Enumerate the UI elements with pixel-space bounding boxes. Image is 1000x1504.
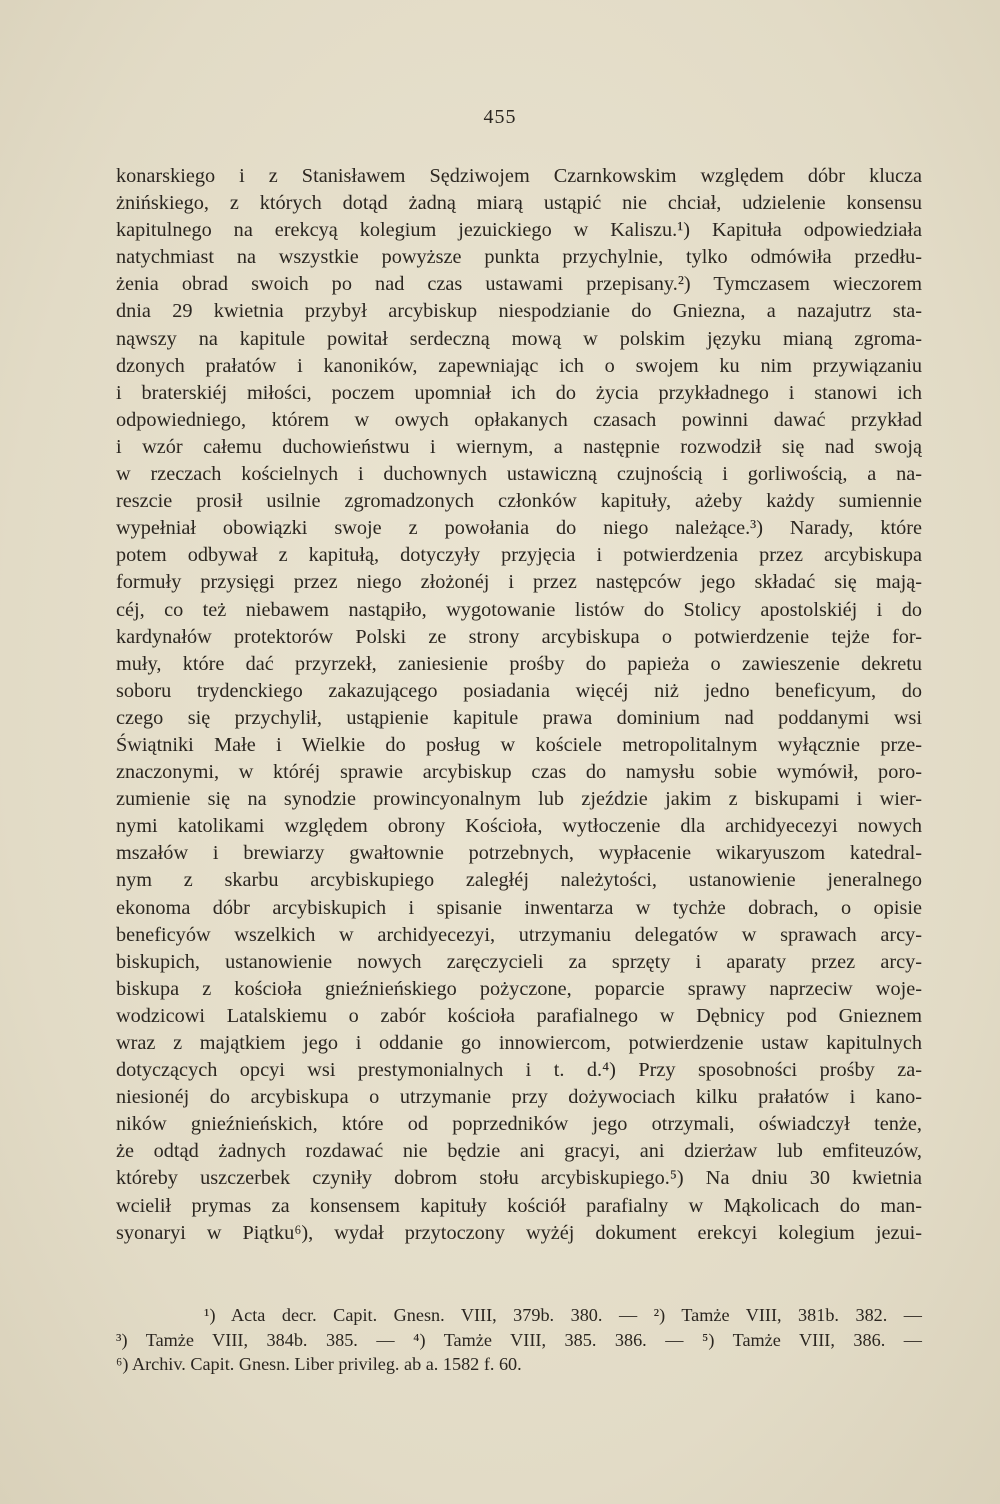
text-line: niesionéj do arcybiskupa o utrzymanie przy dożywociach kilku prałatów i kano- <box>116 1086 922 1109</box>
text-line: nym z skarbu arcybiskupiego zaległéj należytości, ustanowienie jeneralnego <box>116 869 922 892</box>
text-line: potem odbywał z kapitułą, dotyczyły przyjęcia i potwierdzenia przez arcybiskupa <box>116 544 922 567</box>
text-line: ekonoma dóbr arcybiskupich i spisanie inwentarza w tychże dobrach, o opisie <box>116 896 922 919</box>
text-line: soboru trydenckiego zakazującego posiadania więcéj niż jedno beneficyum, do <box>116 679 922 702</box>
text-line: kardynałów protektorów Polski ze strony arcybiskupa o potwierdzenie tejże for- <box>116 625 922 648</box>
text-line: wcielił prymas za konsensem kapituły kościół parafialny w Mąkolicach do man- <box>116 1194 922 1217</box>
footnote-line: ³) Tamże VIII, 384b. 385. — ⁴) Tamże VIII, 385. 386. — ⁵) Tamże VIII, 386. — <box>116 1329 922 1350</box>
text-line: nymi katolikami względem obrony Kościoła, wytłoczenie dla archidyecezyi nowych <box>116 815 922 838</box>
text-line: w rzeczach kościelnych i duchownych ustawiczną czujnością i gorliwością, a na- <box>116 463 922 486</box>
footnote-line: ¹) Acta decr. Capit. Gnesn. VIII, 379b. 380. — ²) Tamże VIII, 381b. 382. — <box>204 1305 922 1325</box>
text-line: Świątniki Małe i Wielkie do posług w kościele metropolitalnym wyłącznie prze- <box>116 733 922 756</box>
text-line: znaczonymi, w któréj sprawie arcybiskup czas do namysłu sobie wymówił, poro- <box>116 761 922 784</box>
text-line: reszcie prosił usilnie zgromadzonych członków kapituły, ażeby każdy sumiennie <box>116 490 922 513</box>
footnotes <box>116 1303 922 1377</box>
text-line: odpowiedniego, którem w owych opłakanych czasach powinni dawać przykład <box>116 408 922 431</box>
text-line: czego się przychylił, ustąpienie kapitule prawa dominium nad poddanymi wsi <box>116 706 922 729</box>
body-text <box>116 163 922 1247</box>
text-line: kapitulnego na erekcyą kolegium jezuickiego w Kaliszu.¹) Kapituła odpowiedziała <box>116 219 922 242</box>
text-line: że odtąd żadnych rozdawać nie będzie ani gracyi, ani dzierżaw lub emfiteuzów, <box>116 1140 922 1163</box>
text-line: i wzór całemu duchowieństwu i wiernym, a następnie rozwodził się nad swoją <box>116 435 922 458</box>
text-line: wodzicowi Latalskiemu o zabór kościoła parafialnego w Dębnicy pod Gnieznem <box>116 1004 922 1027</box>
text-line: wypełniał obowiązki swoje z powołania do niego należące.³) Narady, które <box>116 517 922 540</box>
text-line: żnińskiego, z których dotąd żadną miarą ustąpić nie chciał, udzielenie konsensu <box>116 192 922 215</box>
text-line: formuły przysięgi przez niego złożonéj i przez następców jego składać się mają- <box>116 571 922 594</box>
text-line: ników gnieźnieńskich, które od poprzedników jego otrzymali, oświadczył tenże, <box>116 1113 922 1136</box>
text-line: któreby uszczerbek czyniły dobrom stołu arcybiskupiego.⁵) Na dniu 30 kwietnia <box>116 1167 922 1190</box>
text-line: mszałów i brewiarzy gwałtownie potrzebnych, wypłacenie wikaryuszom katedral- <box>116 842 922 865</box>
text-line: zumienie się na synodzie prowincyonalnym lub zjeździe jakim z biskupami i wier- <box>116 788 922 811</box>
text-line: biskupa z kościoła gnieźnieńskiego pożyczone, poparcie sprawy naprzeciw woje- <box>116 977 922 1000</box>
text-line: i braterskiéj miłości, poczem upomniał ich do życia przykładnego i stanowi ich <box>116 381 922 404</box>
text-line: muły, które dać przyrzekł, zaniesienie prośby do papieża o zawieszenie dekretu <box>116 652 922 675</box>
text-line: dzonych prałatów i kanoników, zapewniając ich o swojem ku nim przywiązaniu <box>116 354 922 377</box>
text-line: żenia obrad swoich po nad czas ustawami przepisany.²) Tymczasem wieczorem <box>116 273 922 296</box>
text-line: nąwszy na kapitule powitał serdeczną mową w polskim języku mianą zgroma- <box>116 327 922 350</box>
text-line: konarskiego i z Stanisławem Sędziwojem Czarnkowskim względem dóbr klucza <box>116 165 922 187</box>
page-number: 455 <box>483 106 517 128</box>
text-line: biskupich, ustanowienie nowych zaręczycieli za sprzęty i aparaty przez arcy- <box>116 950 922 973</box>
text-line: wraz z majątkiem jego i oddanie go innowiercom, potwierdzenie ustaw kapitulnych <box>116 1032 922 1054</box>
text-line: syonaryi w Piątku⁶), wydał przytoczony wyżéj dokument erekcyi kolegium jezui- <box>116 1221 922 1244</box>
text-line: beneficyów wszelkich w archidyecezyi, utrzymaniu delegatów w sprawach arcy- <box>116 923 922 946</box>
text-line: dnia 29 kwietnia przybył arcybiskup niespodzianie do Gniezna, a nazajutrz sta- <box>116 300 922 323</box>
footnote-line: ⁶) Archiv. Capit. Gnesn. Liber privileg. ab a. 1582 f. 60. <box>116 1354 522 1374</box>
text-line: céj, co też niebawem nastąpiło, wygotowanie listów do Stolicy apostolskiéj i do <box>116 598 922 621</box>
text-line: natychmiast na wszystkie powyższe punkta przychylnie, tylko odmówiła przedłu- <box>116 246 922 269</box>
text-line: dotyczących opcyi wsi prestymonialnych i t. d.⁴) Przy sposobności prośby za- <box>116 1059 922 1082</box>
